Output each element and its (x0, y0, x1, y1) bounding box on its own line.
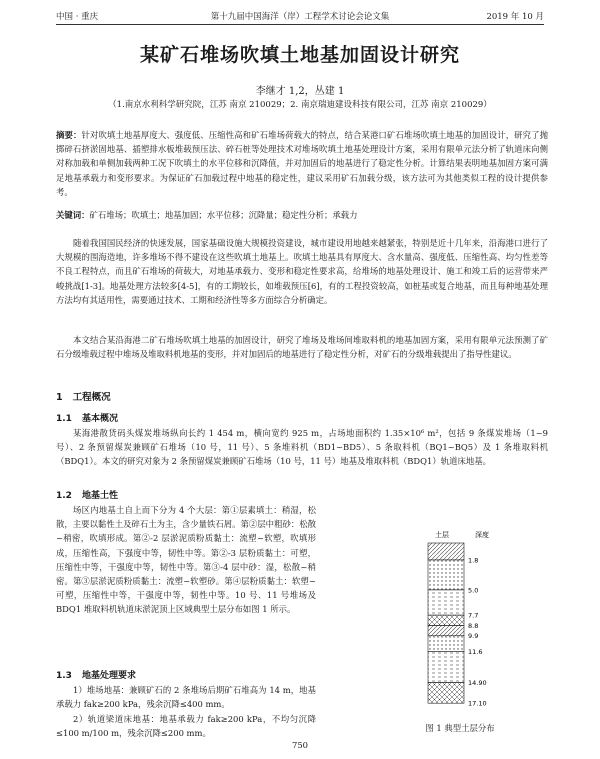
soil-layer-depth-label: 11.6 (468, 648, 483, 657)
abstract-label: 摘要： (56, 130, 82, 140)
abstract (56, 128, 548, 199)
soil-layer-depth-label: 7.7 (468, 611, 479, 620)
soil-layer-depth-label: 17.10 (468, 699, 487, 708)
figure-col-soil: 土层 (435, 531, 449, 539)
section-1-2-heading (56, 488, 128, 501)
soil-layer-depth-label: 14.90 (468, 679, 487, 688)
soil-profile-figure (372, 522, 548, 732)
section-1-1-title: 基本概况 (81, 414, 118, 424)
section-1-3-title: 地基处理要求 (81, 671, 136, 681)
header-date: 2019 年 10 月 (486, 12, 544, 22)
soil-layer-6 (428, 636, 464, 652)
paragraph-1-3-b: 2）轨道梁道床地基：地基承载力 fak≥200 kPa，不均匀沉降≤100 m/100 m，残余沉降≤200 mm。 (56, 714, 316, 739)
affiliations: （1.南京水利科学研究院，江苏 南京 210029；2. 南京瑞迪建设科技有限公司，江苏 南京 210029） (108, 100, 492, 110)
section-1-1-heading (56, 411, 128, 424)
keywords-label: 关键词： (56, 210, 90, 220)
soil-layer-8 (428, 683, 464, 704)
header-proceedings: 第十九届中国海洋（岸）工程学术讨论会论文集 (210, 12, 390, 22)
intro-paragraph-1: 随着我国国民经济的快速发展，国家基础设施大规模投资建设，城市建设用地越来越紧张，特别是近十几年来，沿海港口进行了大规模的围海造地，许多堆场不得不建设在这些吹填土地基上。吹填土地基具有厚度大、含水量高、强度低、压缩性高、均匀性差等不良工程特点，而且矿石堆场的荷载大，对地基承载力、变形和稳定性要求高，给堆场的地基处理设计、施工和竣工后的运营带来严峻挑战[1-3]。地基处理方法较多[4-5]，有的工期较长，如堆载预压[6]，有的工程投资较高，如桩基或复合地基，而且每种地基处理方法均有其适用性，需要通过技术、工期和经济性等多方面综合分析确定。 (56, 238, 548, 305)
soil-layer-depth-label: 1.8 (468, 556, 479, 565)
page-header (56, 10, 544, 24)
paper-title: 某矿石堆场吹填土地基加固设计研究 (139, 44, 460, 66)
soil-layer-2 (428, 560, 464, 590)
soil-layer-1 (428, 543, 464, 560)
soil-layer-4 (428, 615, 464, 625)
section-1-title: 工程概况 (72, 392, 111, 403)
paragraph-1-2: 场区内地基土自上而下分为 4 个大层：第①层素填土：稍湿，松散，主要以黏性土及碎石土为主，含少量铁石屑。第②层中粗砂：松散~稍密，吹填形成。第②-2 层淤泥质粉质黏土：流塑~软塑，吹填形成，压缩性高，下强度中等，韧性中等。第②-3 层粉质黏土：可塑，压缩性中等，干强度中等，韧性中等。第③-4 层中砂：湿，松散~稍密。第③层淤泥质粉质黏土：流塑~软塑砂。第④层粉质黏土：软塑~可塑，压缩性中等，干强度中等，韧性中等。10 号、11 号堆场及 BDQ1 堆取料机轨道床淤泥顶上区域典型土层分布如图 1 所示。 (56, 505, 316, 615)
soil-layer-7 (428, 652, 464, 683)
paragraph-1-3-a: 1）堆场地基：兼顾矿石的 2 条堆场后期矿石堆高为 14 m，地基承载力 fak≥200 kPa，残余沉降≤400 mm。 (56, 685, 316, 710)
soil-layer-depth-label: 8.8 (468, 621, 479, 630)
figure-col-depth: 深度 (475, 531, 489, 539)
section-1-2-title: 地基土性 (81, 491, 118, 501)
section-1-3-number: 1.3 (56, 671, 72, 681)
paragraph-1-1: 某海港散货码头煤炭堆场纵向长约 1 454 m，横向宽约 925 m，占场地面积约 1.35×10⁶ m²，包括 9 条煤炭堆场（1~9 号）、2 条预留煤炭兼顾矿石堆场（10 号，11 号）、5 条堆料机（BD1~BD5）、5 条取料机（BQ1~BQ5）及 1 条堆取料机（BDQ1）。本文的研究对象为 2 条预留煤炭兼顾矿石堆场（10 号，11 号）地基及堆取料机（BDQ1）轨道床地基。 (56, 428, 548, 467)
authors: 李继才 1,2，丛建 1 (255, 86, 345, 97)
section-1-heading (56, 389, 121, 403)
header-location: 中国 · 重庆 (56, 12, 99, 22)
soil-layer-3 (428, 590, 464, 615)
section-1-2-number: 1.2 (56, 491, 72, 501)
soil-layer-depth-label: 9.9 (468, 632, 479, 641)
section-1-1-number: 1.1 (56, 414, 72, 424)
abstract-text: 针对吹填土地基厚度大、强度低、压缩性高和矿石堆场荷载大的特点，结合某港口矿石堆场吹填土地基的加固设计，研究了抛掷碎石挤淤固地基、插塑排水板堆载预压法、碎石桩等处理技术对堆场吹填土地基处理设计方案，采用有限单元法分析了轨道床向侧对称加载和单侧加载两种工况下吹填土的水平位移和沉降值，并对加固后的地基进行了稳定性分析。计算结果表明地基加固方案可满足地基承载力和变形要求。为保证矿石加载过程中地基的稳定性，建议采用矿石加载分级，该方法可为其他类似工程的设计提供参考。 (56, 130, 549, 197)
keywords-text: 矿石堆场；吹填土；地基加固；水平位移；沉降量；稳定性分析；承载力 (89, 210, 358, 220)
figure-1-caption: 图 1 典型土层分布 (425, 723, 495, 733)
keywords (56, 208, 548, 222)
soil-layers (428, 543, 487, 708)
section-1-3-heading (56, 668, 146, 681)
soil-layer-depth-label: 5.0 (468, 586, 479, 595)
intro-paragraph-2: 本文结合某沿海港二矿石堆场吹填土地基的加固设计，研究了堆场及堆场间堆取料机的地基加固方案，采用有限单元法预测了矿石分级堆载过程中堆场及堆取料机地基的变形，并对加固后的地基进行了稳定性分析，对矿石的分级堆载提出了指导性建议。 (56, 335, 548, 360)
page-number: 750 (292, 740, 308, 750)
soil-layer-5 (428, 625, 464, 635)
header-rule (56, 24, 544, 25)
section-1-number: 1 (56, 392, 63, 403)
